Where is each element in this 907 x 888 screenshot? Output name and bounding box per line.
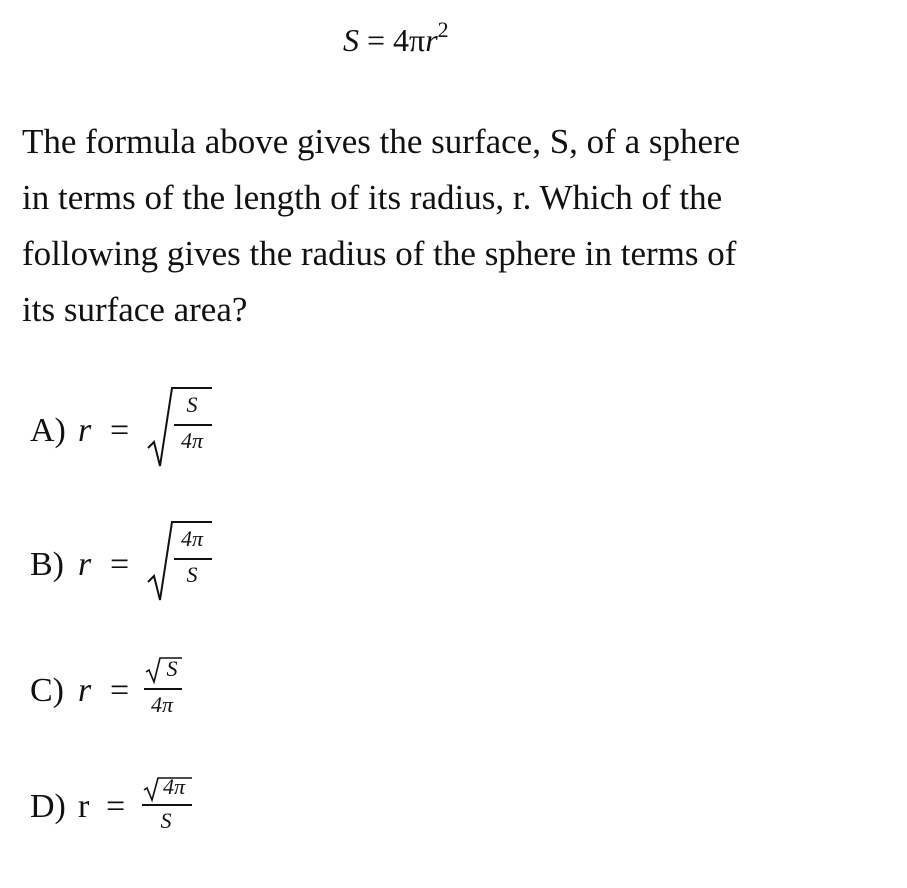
choice-variable: r bbox=[78, 672, 92, 709]
formula-variable: r bbox=[425, 22, 438, 58]
formula-exponent: 2 bbox=[437, 17, 449, 42]
choice-letter: A) bbox=[30, 412, 66, 449]
surface-area-formula bbox=[343, 17, 449, 64]
fraction-bar bbox=[142, 804, 192, 806]
choice-letter: C) bbox=[30, 672, 64, 709]
choice-variable: r bbox=[78, 788, 90, 825]
choice-equals: = bbox=[110, 672, 130, 709]
square-root-fraction bbox=[146, 386, 216, 476]
fraction-with-root-numerator bbox=[140, 776, 210, 846]
choice-equals: = bbox=[110, 412, 130, 449]
question-line: in terms of the length of its radius, r. Which of the bbox=[22, 178, 723, 217]
fraction-numerator: 4π bbox=[162, 774, 186, 799]
fraction-bar bbox=[174, 424, 212, 426]
fraction-bar bbox=[144, 688, 182, 690]
fraction-with-root-numerator bbox=[142, 656, 202, 726]
fraction-denominator: 4π bbox=[180, 428, 204, 453]
formula-coefficient: 4π bbox=[393, 22, 426, 58]
choice-equals: = bbox=[106, 788, 126, 825]
choice-variable: r bbox=[78, 546, 92, 583]
choice-d[interactable] bbox=[30, 774, 230, 848]
fraction-denominator: S bbox=[160, 808, 172, 833]
question-line: The formula above gives the surface, S, of a sphere bbox=[22, 122, 741, 161]
formula-lhs: S bbox=[343, 22, 359, 58]
formula-equals: = bbox=[359, 22, 394, 58]
fraction-numerator: S bbox=[186, 392, 198, 417]
fraction-denominator: S bbox=[186, 562, 198, 587]
choice-a[interactable] bbox=[30, 392, 230, 472]
question-line: following gives the radius of the sphere in terms of bbox=[22, 234, 737, 273]
choice-variable: r bbox=[78, 412, 92, 449]
fraction-numerator: 4π bbox=[180, 526, 204, 551]
fraction-bar bbox=[174, 558, 212, 560]
square-root-fraction bbox=[146, 520, 216, 610]
choice-letter: D) bbox=[30, 788, 66, 825]
fraction-denominator: 4π bbox=[150, 692, 174, 717]
choice-equals: = bbox=[110, 546, 130, 583]
fraction-numerator: S bbox=[166, 656, 178, 681]
choice-b[interactable] bbox=[30, 526, 230, 606]
choice-c[interactable] bbox=[30, 656, 230, 732]
choice-letter: B) bbox=[30, 546, 64, 583]
question-line: its surface area? bbox=[22, 290, 248, 329]
question-text bbox=[22, 114, 882, 338]
